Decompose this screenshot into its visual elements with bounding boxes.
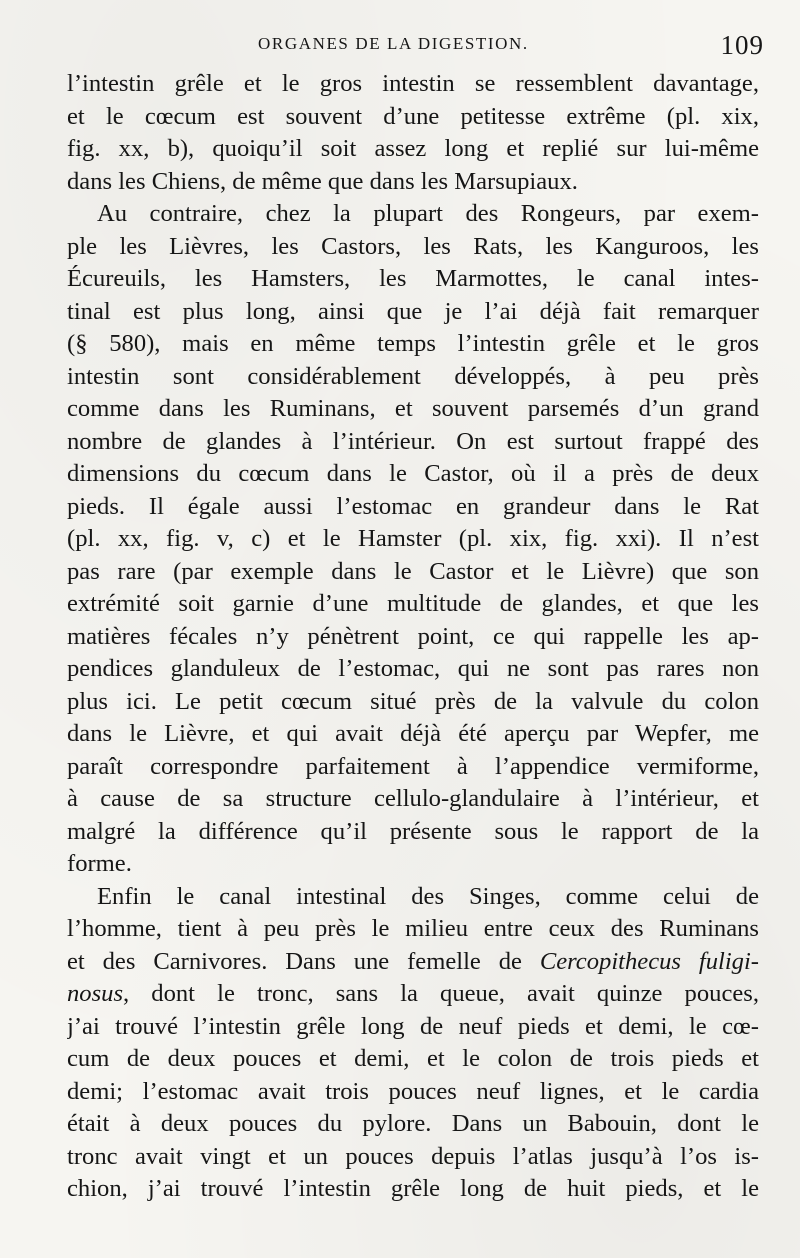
species-name-continued: nosus	[67, 980, 124, 1007]
text-line-with-species	[67, 946, 759, 979]
page-number: 109	[720, 30, 764, 60]
text-segment: et des Carnivores. Dans une femelle de	[67, 947, 522, 975]
text-line: cum de deux pouces et demi, et le colon de trois pieds et	[67, 1045, 759, 1072]
text-line: demi; l’estomac avait trois pouces neuf lignes, et le cardia	[67, 1077, 759, 1105]
text-line: j’ai trouvé l’intestin grêle long de neuf pieds et demi, le cœ-	[67, 1012, 759, 1040]
text-line: était à deux pouces du pylore. Dans un Babouin, dont le	[67, 1110, 759, 1137]
text-line: l’homme, tient à peu près le milieu entre ceux des Ruminans	[67, 915, 759, 942]
text-line: (pl. xx, fig. v, c) et le Hamster (pl. xix, fig. xxi). Il n’est	[67, 525, 759, 552]
text-line: matières fécales n’y pénètrent point, ce qui rappelle les ap-	[67, 622, 759, 650]
text-line: dans les Chiens, de même que dans les Marsupiaux.	[67, 167, 578, 195]
text-line: extrémité soit garnie d’une multitude de glandes, et que les	[67, 590, 759, 617]
running-title: ORGANES DE LA DIGESTION.	[258, 34, 529, 53]
paragraph-start: Enfin le canal intestinal des Singes, comme celui de	[97, 882, 759, 910]
text-line: malgré la différence qu’il présente sous le rapport de la	[67, 817, 759, 845]
text-line: forme.	[67, 850, 132, 877]
text-line: tinal est plus long, ainsi que je l’ai déjà fait remarquer	[67, 297, 759, 325]
text-line: plus ici. Le petit cœcum situé près de la valvule du colon	[67, 687, 759, 715]
text-line: intestin sont considérablement développés, à peu près	[67, 362, 759, 390]
text-line: pas rare (par exemple dans le Castor et le Lièvre) que son	[67, 557, 759, 585]
text-line: Écureuils, les Hamsters, les Marmottes, le canal intes-	[67, 265, 759, 292]
text-line: (§ 580), mais en même temps l’intestin grêle et le gros	[67, 330, 759, 357]
text-line: tronc avait vingt et un pouces depuis l’atlas jusqu’à l’os is-	[67, 1142, 759, 1170]
body-text	[67, 68, 759, 1206]
paragraph-start: Au contraire, chez la plupart des Rongeurs, par exem-	[97, 200, 759, 227]
text-line: dimensions du cœcum dans le Castor, où il a près de deux	[67, 460, 759, 487]
text-line: pieds. Il égale aussi l’estomac en grandeur dans le Rat	[67, 492, 759, 520]
text-line: l’intestin grêle et le gros intestin se ressemblent davantage,	[67, 70, 759, 97]
text-line: dans le Lièvre, et qui avait déjà été aperçu par Wepfer, me	[67, 720, 759, 747]
text-line: nombre de glandes à l’intérieur. On est surtout frappé des	[67, 427, 759, 455]
text-line: fig. xx, b), quoiqu’il soit assez long et replié sur lui-même	[67, 135, 759, 162]
text-line: comme dans les Ruminans, et souvent parsemés d’un grand	[67, 395, 759, 422]
text-line: pendices glanduleux de l’estomac, qui ne sont pas rares non	[67, 655, 759, 682]
text-line: et le cœcum est souvent d’une petitesse extrême (pl. xix,	[67, 102, 759, 130]
species-name: Cercopithecus fuligi-	[539, 947, 759, 975]
text-line: à cause de sa structure cellulo-glandulaire à l’intérieur, et	[67, 785, 759, 812]
text-line: ple les Lièvres, les Castors, les Rats, les Kanguroos, les	[67, 232, 759, 260]
text-segment: , dont le tronc, sans la queue, avait quinze pouces,	[123, 980, 759, 1007]
text-line: paraît correspondre parfaitement à l’appendice vermiforme,	[67, 752, 759, 780]
text-line-with-species	[67, 978, 759, 1011]
text-line: chion, j’ai trouvé l’intestin grêle long de huit pieds, et le	[67, 1175, 759, 1202]
